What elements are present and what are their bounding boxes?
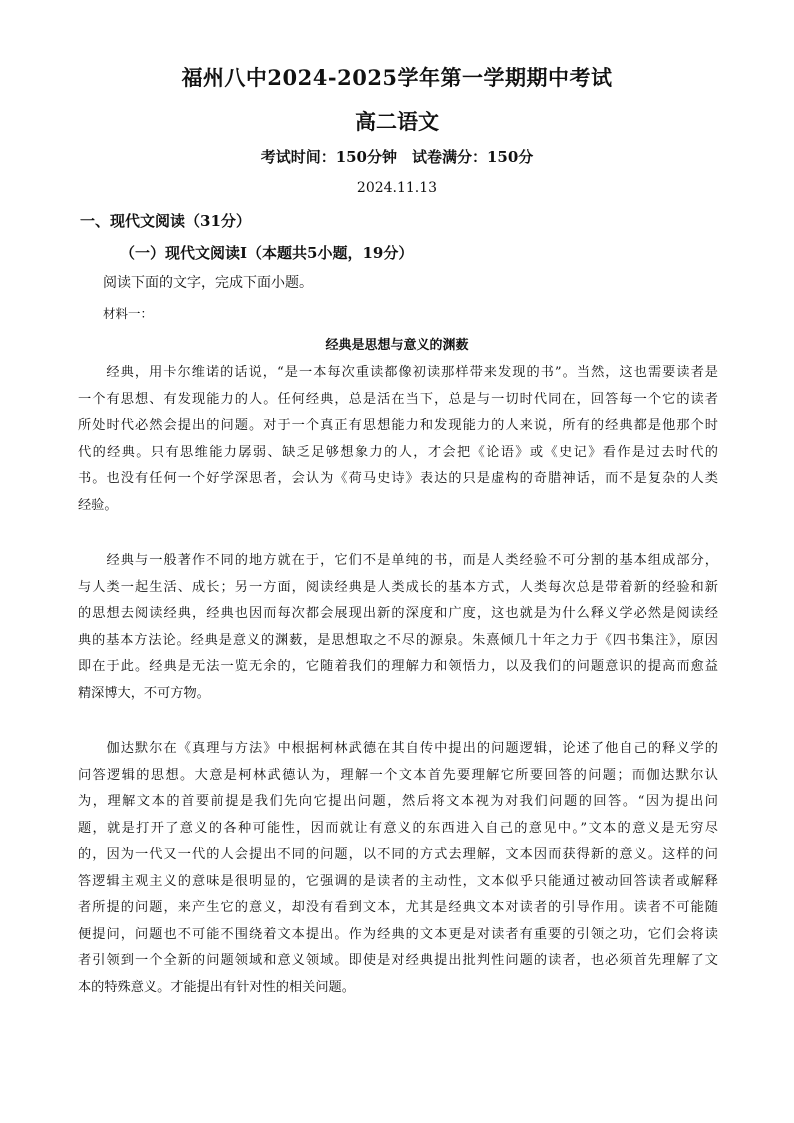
text-line: 便提问，问题也不可能不围绕着文本提出。作为经典的文本更是对读者有重要的引领之功，它们会将读 bbox=[78, 926, 718, 942]
paragraph-2 bbox=[78, 548, 718, 707]
text-line: 经典与一般著作不同的地方就在于，它们不是单纯的书，而是人类经验不可分割的基本组成部分， bbox=[78, 553, 718, 568]
instruction-text: 阅读下面的文字，完成下面小题。 bbox=[103, 275, 313, 291]
text-line: 为，理解文本的首要前提是我们先向它提出问题，然后将文本视为对我们问题的回答。“因为提出问 bbox=[78, 794, 718, 809]
exam-title: 福州八中2024-2025学年第一学期期中考试 bbox=[181, 65, 613, 90]
material-label: 材料一： bbox=[103, 306, 154, 321]
text-line: 所处时代必然会提出的问题。对于一个真正有思想能力和发现能力的人来说，所有的经典都是他那个时 bbox=[78, 418, 718, 433]
sub-section-heading: （一）现代文阅读Ⅰ（本题共5小题，19分） bbox=[120, 244, 414, 262]
text-line: 伽达默尔在《真理与方法》中根据柯林武德在其自传中提出的问题逻辑，论述了他自己的释义学的 bbox=[78, 741, 718, 756]
text-line: 本的特殊意义。才能提出有针对性的相关问题。 bbox=[78, 979, 355, 995]
text-line: 的，因为一代又一代的人会提出不同的问题，以不同的方式去理解，文本因而获得新的意义。这样的问 bbox=[78, 847, 718, 862]
subject-title: 高二语文 bbox=[355, 109, 439, 134]
text-line: 即在于此。经典是无法一览无余的，它随着我们的理解力和领悟力，以及我们的问题意识的提高而愈益 bbox=[78, 659, 718, 674]
essay-title: 经典是思想与意义的渊薮 bbox=[325, 338, 469, 353]
section-heading: 一、现代文阅读（31分） bbox=[80, 212, 251, 230]
text-line: 一个有思想、有发现能力的人。任何经典，总是活在当下，总是与一切时代同在，回答每一个它的读者 bbox=[78, 391, 718, 407]
text-line: 答逻辑主观主义的意味是很明显的，它强调的是读者的主动性，文本似乎只能通过被动回答读者或解释 bbox=[78, 873, 718, 889]
exam-date: 2024.11.13 bbox=[356, 180, 438, 196]
text-line: 代的经典。只有思维能力孱弱、缺乏足够想象力的人，才会把《论语》或《史记》看作是过去时代的 bbox=[78, 444, 718, 460]
exam-info: 考试时间：150分钟 试卷满分：150分 bbox=[260, 148, 534, 166]
text-line: 书。也没有任何一个好学深思者，会认为《荷马史诗》表达的只是虚构的奇腊神话，而不是复杂的人类 bbox=[78, 471, 718, 486]
paragraph-3 bbox=[78, 736, 718, 1001]
paragraph-1 bbox=[78, 360, 718, 519]
text-line: 精深博大，不可方物。 bbox=[78, 685, 210, 701]
text-line: 题，就是打开了意义的各种可能性，因而就让有意义的东西进入自己的意见中。”文本的意义是无穷尽 bbox=[78, 820, 718, 836]
text-line: 的思想去阅读经典，经典也因而每次都会展现出新的深度和广度，这也就是为什么释义学必然是阅读经 bbox=[78, 606, 718, 621]
text-line: 者所提的问题，来产生它的意义，却没有看到文本，尤其是经典文本对读者的引导作用。读者不可能随 bbox=[78, 900, 718, 915]
text-line: 者引领到一个全新的问题领域和意义领域。即使是对经典提出批判性问题的读者，也必须首先理解了文 bbox=[78, 953, 718, 968]
text-line: 典的基本方法论。经典是意义的渊薮，是思想取之不尽的源泉。朱熹倾几十年之力于《四书集注》，原因 bbox=[78, 632, 718, 648]
text-line: 经典，用卡尔维诺的话说，“是一本每次重读都像初读那样带来发现的书”。当然，这也需要读者是 bbox=[78, 365, 718, 380]
text-line: 问答逻辑的思想。大意是柯林武德认为，理解一个文本首先要理解它所要回答的问题；而伽达默尔认 bbox=[78, 767, 718, 783]
text-line: 经验。 bbox=[78, 497, 118, 513]
text-line: 与人类一起生活、成长；另一方面，阅读经典是人类成长的基本方式，人类每次总是带着新的经验和新 bbox=[78, 579, 718, 595]
